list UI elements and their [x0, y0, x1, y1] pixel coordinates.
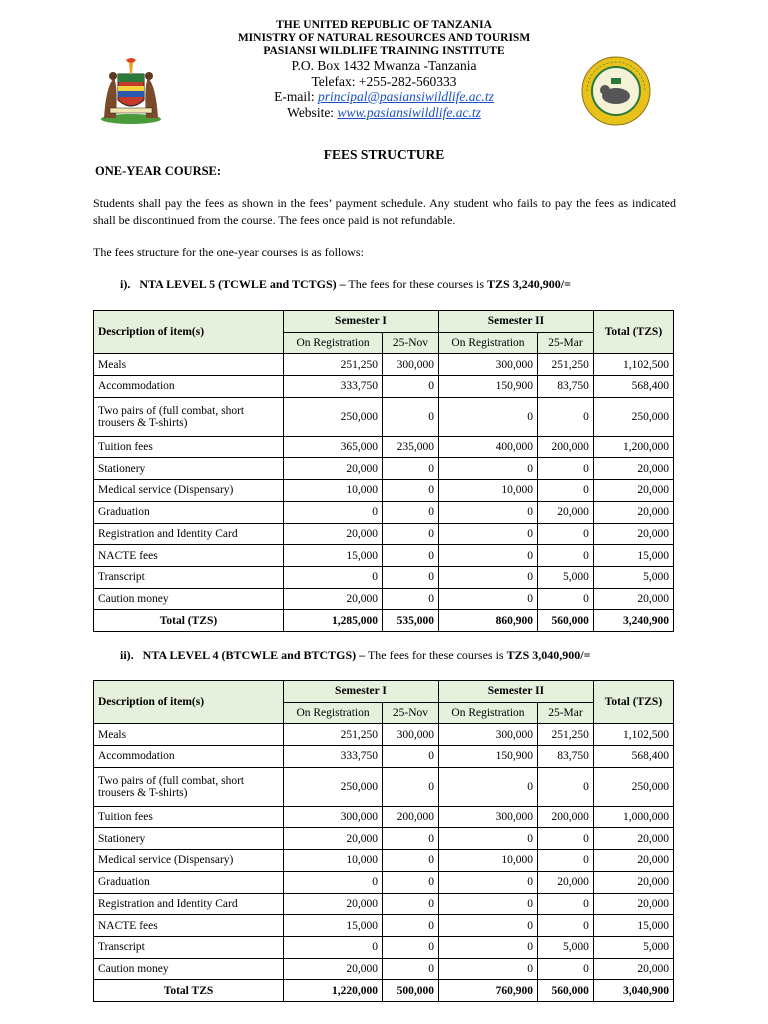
- sem2-on-registration-cell: 0: [438, 566, 537, 588]
- sem1-on-registration-cell: 0: [284, 566, 383, 588]
- sem2-on-registration-cell: 150,900: [438, 376, 537, 398]
- sem2-on-registration-cell: 300,000: [438, 354, 537, 376]
- item-description-cell: Caution money: [94, 588, 284, 610]
- sem2-on-registration-cell: 300,000: [438, 806, 537, 828]
- table-row: [94, 480, 674, 502]
- on-registration-header: On Registration: [438, 332, 537, 354]
- item-description-cell: Registration and Identity Card: [94, 893, 284, 915]
- sem2-mar-cell: 0: [538, 893, 594, 915]
- telefax: Telefax: +255-282-560333: [311, 73, 457, 89]
- sem2-mar-cell: 20,000: [538, 501, 594, 523]
- semester-1-header: Semester I: [284, 311, 439, 333]
- sem1-nov-cell: 0: [383, 915, 439, 937]
- sem2-on-registration-cell: 0: [438, 767, 537, 806]
- row-total-cell: 1,102,500: [593, 354, 673, 376]
- sem1-on-registration-cell: 20,000: [284, 893, 383, 915]
- sem1-on-registration-cell: 333,750: [284, 746, 383, 768]
- table-row: [94, 458, 674, 480]
- sem1-nov-cell: 0: [383, 871, 439, 893]
- sem2-mar-cell: 20,000: [538, 871, 594, 893]
- row-total-cell: 5,000: [593, 936, 673, 958]
- sem2-mar-cell: 5,000: [538, 566, 594, 588]
- table-row: [94, 588, 674, 610]
- row-total-cell: 20,000: [593, 893, 673, 915]
- total-row: [94, 980, 674, 1002]
- row-total-cell: 20,000: [593, 958, 673, 980]
- table-row: [94, 397, 674, 436]
- institute-name: PASIANSI WILDLIFE TRAINING INSTITUTE: [263, 45, 505, 57]
- section-amount: TZS 3,240,900/=: [487, 277, 571, 291]
- item-description-cell: Transcript: [94, 936, 284, 958]
- item-description-cell: Transcript: [94, 566, 284, 588]
- sem1-on-registration-cell: 20,000: [284, 523, 383, 545]
- item-description-cell: Accommodation: [94, 376, 284, 398]
- total-sem2-on-registration-cell: 760,900: [438, 980, 537, 1002]
- sem2-mar-cell: 0: [538, 545, 594, 567]
- email-line: [0, 89, 768, 105]
- total-row-total-cell: 3,240,900: [593, 610, 673, 632]
- row-total-cell: 250,000: [593, 397, 673, 436]
- item-description-cell: Tuition fees: [94, 806, 284, 828]
- row-total-cell: 20,000: [593, 523, 673, 545]
- sem1-nov-cell: 0: [383, 376, 439, 398]
- total-row: [94, 610, 674, 632]
- sem1-nov-cell: 0: [383, 936, 439, 958]
- table-row: [94, 724, 674, 746]
- sem1-on-registration-cell: 0: [284, 936, 383, 958]
- sem1-nov-cell: 0: [383, 480, 439, 502]
- sem1-nov-cell: 200,000: [383, 806, 439, 828]
- intro-paragraph: The fees structure for the one-year courses is as follows:: [93, 245, 364, 259]
- total-sem1-on-registration-cell: 1,220,000: [284, 980, 383, 1002]
- table-row: [94, 523, 674, 545]
- row-total-cell: 20,000: [593, 871, 673, 893]
- sem1-on-registration-cell: 15,000: [284, 545, 383, 567]
- nov-header: 25-Nov: [383, 702, 439, 724]
- sem2-mar-cell: 83,750: [538, 376, 594, 398]
- section-heading-nta5: [120, 277, 571, 292]
- sem2-on-registration-cell: 10,000: [438, 480, 537, 502]
- row-total-cell: 1,102,500: [593, 724, 673, 746]
- row-total-cell: 20,000: [593, 828, 673, 850]
- semester-2-header: Semester II: [438, 311, 593, 333]
- sem1-on-registration-cell: 20,000: [284, 588, 383, 610]
- row-total-cell: 1,000,000: [593, 806, 673, 828]
- row-total-cell: 15,000: [593, 915, 673, 937]
- total-sem2-mar-cell: 560,000: [538, 610, 594, 632]
- sem1-nov-cell: 0: [383, 397, 439, 436]
- table-row: [94, 436, 674, 458]
- table-row: [94, 376, 674, 398]
- item-description-cell: Tuition fees: [94, 436, 284, 458]
- sem2-mar-cell: 0: [538, 397, 594, 436]
- section-index: i).: [120, 277, 131, 291]
- sem2-mar-cell: 200,000: [538, 436, 594, 458]
- email-label: E-mail:: [274, 89, 318, 104]
- item-description-cell: Accommodation: [94, 746, 284, 768]
- sem1-on-registration-cell: 10,000: [284, 480, 383, 502]
- section-heading-nta4: [120, 648, 590, 663]
- item-description-cell: NACTE fees: [94, 545, 284, 567]
- fees-table-nta5: [93, 310, 674, 632]
- sem1-on-registration-cell: 20,000: [284, 828, 383, 850]
- row-total-cell: 20,000: [593, 480, 673, 502]
- website-label: Website:: [287, 104, 338, 120]
- sem1-nov-cell: 300,000: [383, 724, 439, 746]
- sem1-nov-cell: 0: [383, 523, 439, 545]
- ministry-name: MINISTRY OF NATURAL RESOURCES AND TOURISM: [237, 32, 531, 44]
- table-row: [94, 936, 674, 958]
- sem2-on-registration-cell: 0: [438, 936, 537, 958]
- sem1-nov-cell: 0: [383, 850, 439, 872]
- sem1-on-registration-cell: 0: [284, 501, 383, 523]
- sem1-nov-cell: 0: [383, 893, 439, 915]
- sem1-on-registration-cell: 0: [284, 871, 383, 893]
- sem2-on-registration-cell: 300,000: [438, 724, 537, 746]
- section-text: The fees for these courses is: [345, 277, 488, 291]
- payment-policy-paragraph: Students shall pay the fees as shown in the fees’ payment schedule. Any student who fails to pay the fees as indicated shall be discontinued from the course. The fees once paid is not refundable.: [93, 196, 676, 227]
- item-description-cell: Caution money: [94, 958, 284, 980]
- sem2-mar-cell: 0: [538, 480, 594, 502]
- website-line: [0, 105, 768, 121]
- table-row: [94, 806, 674, 828]
- table-row: [94, 746, 674, 768]
- sem2-mar-cell: 200,000: [538, 806, 594, 828]
- section-amount: TZS 3,040,900/=: [506, 648, 591, 662]
- sem2-mar-cell: 0: [538, 958, 594, 980]
- sem2-on-registration-cell: 0: [438, 871, 537, 893]
- email-link[interactable]: principal@pasiansiwildlife.ac.tz: [317, 89, 494, 104]
- table-row: [94, 871, 674, 893]
- table-row: [94, 850, 674, 872]
- row-total-cell: 20,000: [593, 458, 673, 480]
- item-description-cell: Medical service (Dispensary): [94, 850, 284, 872]
- sem2-on-registration-cell: 150,900: [438, 746, 537, 768]
- sem1-on-registration-cell: 251,250: [284, 724, 383, 746]
- sem1-nov-cell: 0: [383, 767, 439, 806]
- on-registration-header: On Registration: [284, 702, 383, 724]
- sem1-nov-cell: 0: [383, 746, 439, 768]
- table-row: [94, 501, 674, 523]
- item-description-cell: Meals: [94, 724, 284, 746]
- sem1-nov-cell: 0: [383, 566, 439, 588]
- sem1-on-registration-cell: 15,000: [284, 915, 383, 937]
- sem2-on-registration-cell: 0: [438, 545, 537, 567]
- col-description-header: Description of item(s): [94, 311, 284, 354]
- document-title: FEES STRUCTURE: [323, 147, 445, 162]
- row-total-cell: 20,000: [593, 850, 673, 872]
- total-sem1-on-registration-cell: 1,285,000: [284, 610, 383, 632]
- table-row: [94, 828, 674, 850]
- sem2-mar-cell: 5,000: [538, 936, 594, 958]
- row-total-cell: 568,400: [593, 746, 673, 768]
- total-sem1-nov-cell: 535,000: [383, 610, 439, 632]
- sem1-on-registration-cell: 20,000: [284, 458, 383, 480]
- sem2-on-registration-cell: 0: [438, 588, 537, 610]
- postal-address: P.O. Box 1432 Mwanza -Tanzania: [291, 58, 477, 73]
- sem2-on-registration-cell: 0: [438, 893, 537, 915]
- institute-seal-icon: [581, 56, 651, 126]
- table-row: [94, 915, 674, 937]
- sem1-on-registration-cell: 365,000: [284, 436, 383, 458]
- on-registration-header: On Registration: [438, 702, 537, 724]
- total-row-total-cell: 3,040,900: [593, 980, 673, 1002]
- item-description-cell: Registration and Identity Card: [94, 523, 284, 545]
- sem2-mar-cell: 251,250: [538, 354, 594, 376]
- item-description-cell: Graduation: [94, 501, 284, 523]
- country-name: THE UNITED REPUBLIC OF TANZANIA: [276, 19, 492, 31]
- row-total-cell: 20,000: [593, 588, 673, 610]
- sem1-nov-cell: 0: [383, 958, 439, 980]
- section-index: ii).: [120, 648, 134, 662]
- on-registration-header: On Registration: [284, 332, 383, 354]
- sem1-on-registration-cell: 300,000: [284, 806, 383, 828]
- total-label-cell: Total TZS: [94, 980, 284, 1002]
- table-row: [94, 767, 674, 806]
- row-total-cell: 568,400: [593, 376, 673, 398]
- letterhead: [0, 19, 768, 120]
- table-row: [94, 566, 674, 588]
- mar-header: 25-Mar: [538, 702, 594, 724]
- sem2-on-registration-cell: 400,000: [438, 436, 537, 458]
- table-row: [94, 354, 674, 376]
- item-description-cell: Meals: [94, 354, 284, 376]
- sem1-nov-cell: 0: [383, 828, 439, 850]
- sem2-mar-cell: 251,250: [538, 724, 594, 746]
- sem2-mar-cell: 83,750: [538, 746, 594, 768]
- sem2-on-registration-cell: 0: [438, 828, 537, 850]
- fees-table-nta4: [93, 680, 674, 1002]
- sem1-nov-cell: 0: [383, 501, 439, 523]
- row-total-cell: 1,200,000: [593, 436, 673, 458]
- row-total-cell: 20,000: [593, 501, 673, 523]
- item-description-cell: Graduation: [94, 871, 284, 893]
- table-row: [94, 545, 674, 567]
- sem2-on-registration-cell: 0: [438, 501, 537, 523]
- sem1-on-registration-cell: 250,000: [284, 397, 383, 436]
- sem1-nov-cell: 235,000: [383, 436, 439, 458]
- total-header: Total (TZS): [593, 681, 673, 724]
- sem2-mar-cell: 0: [538, 767, 594, 806]
- row-total-cell: 250,000: [593, 767, 673, 806]
- course-subtitle: ONE-YEAR COURSE:: [95, 164, 222, 178]
- section-title: NTA LEVEL 4 (BTCWLE and BTCTGS) –: [142, 648, 366, 662]
- total-sem1-nov-cell: 500,000: [383, 980, 439, 1002]
- semester-2-header: Semester II: [438, 681, 593, 703]
- item-description-cell: NACTE fees: [94, 915, 284, 937]
- sem2-on-registration-cell: 0: [438, 915, 537, 937]
- sem2-on-registration-cell: 10,000: [438, 850, 537, 872]
- sem2-on-registration-cell: 0: [438, 458, 537, 480]
- sem1-nov-cell: 0: [383, 458, 439, 480]
- col-description-header: Description of item(s): [94, 681, 284, 724]
- sem1-nov-cell: 0: [383, 588, 439, 610]
- mar-header: 25-Mar: [538, 332, 594, 354]
- sem1-nov-cell: 300,000: [383, 354, 439, 376]
- row-total-cell: 15,000: [593, 545, 673, 567]
- total-sem2-on-registration-cell: 860,900: [438, 610, 537, 632]
- sem2-mar-cell: 0: [538, 458, 594, 480]
- table-row: [94, 958, 674, 980]
- sem1-nov-cell: 0: [383, 545, 439, 567]
- sem1-on-registration-cell: 251,250: [284, 354, 383, 376]
- total-label-cell: Total (TZS): [94, 610, 284, 632]
- sem2-mar-cell: 0: [538, 850, 594, 872]
- sem2-on-registration-cell: 0: [438, 523, 537, 545]
- row-total-cell: 5,000: [593, 566, 673, 588]
- nov-header: 25-Nov: [383, 332, 439, 354]
- item-description-cell: Stationery: [94, 458, 284, 480]
- sem2-mar-cell: 0: [538, 588, 594, 610]
- semester-1-header: Semester I: [284, 681, 439, 703]
- sem2-mar-cell: 0: [538, 828, 594, 850]
- section-text: The fees for these courses is: [365, 648, 507, 662]
- sem2-on-registration-cell: 0: [438, 958, 537, 980]
- sem1-on-registration-cell: 20,000: [284, 958, 383, 980]
- sem2-on-registration-cell: 0: [438, 397, 537, 436]
- item-description-cell: Stationery: [94, 828, 284, 850]
- section-title: NTA LEVEL 5 (TCWLE and TCTGS) –: [139, 277, 346, 291]
- sem2-mar-cell: 0: [538, 523, 594, 545]
- item-description-cell: Two pairs of (full combat, short trousers & T-shirts): [94, 767, 284, 806]
- table-row: [94, 893, 674, 915]
- total-sem2-mar-cell: 560,000: [538, 980, 594, 1002]
- total-header: Total (TZS): [593, 311, 673, 354]
- website-link[interactable]: www.pasiansiwildlife.ac.tz: [337, 104, 481, 120]
- sem1-on-registration-cell: 250,000: [284, 767, 383, 806]
- sem1-on-registration-cell: 333,750: [284, 376, 383, 398]
- sem1-on-registration-cell: 10,000: [284, 850, 383, 872]
- sem2-mar-cell: 0: [538, 915, 594, 937]
- item-description-cell: Medical service (Dispensary): [94, 480, 284, 502]
- item-description-cell: Two pairs of (full combat, short trousers & T-shirts): [94, 397, 284, 436]
